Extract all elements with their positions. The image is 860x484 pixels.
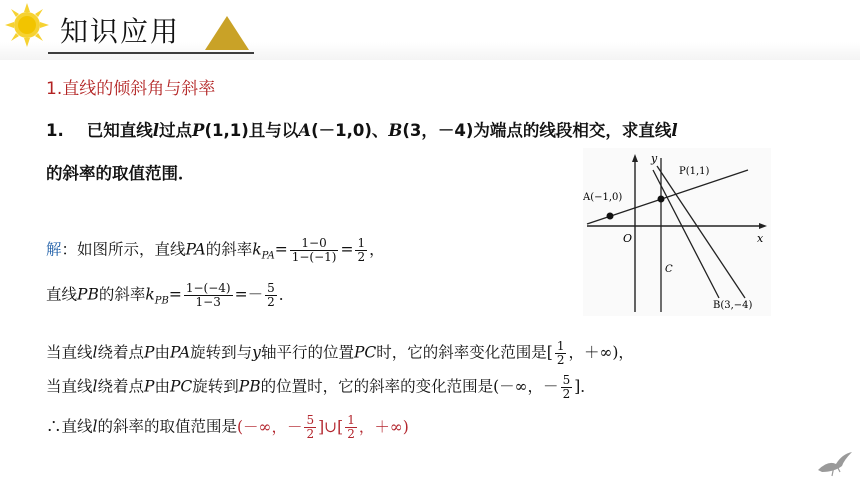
var-PA: PA (185, 240, 206, 259)
solution-text: ，＋∞)， (568, 343, 634, 362)
solution-text: 绕着点 (97, 377, 144, 396)
numerator: 1−(−4) (185, 281, 231, 295)
var-k: k (145, 285, 155, 304)
solution-text: 轴平行的位置 (260, 343, 354, 362)
var-PB: PB (77, 285, 99, 304)
fraction (184, 282, 233, 309)
fraction (555, 340, 567, 367)
answer (237, 413, 409, 441)
question-text: (1,1)且与以 (204, 121, 299, 140)
numerator: 5 (306, 413, 315, 427)
crane-decoration-icon (814, 450, 854, 478)
solution-line-2: 直线PB的斜率$k_{PB}=$ $\frac{1-(-4)}{1-3}$ =－ $\frac{5}{2}$ ． (46, 281, 295, 309)
point-A-label: A(−1,0) (583, 192, 623, 203)
page-title: 知识应用 (60, 15, 181, 48)
answer-text: ，＋∞) (358, 417, 409, 436)
var-k: k (252, 240, 262, 259)
solution-text: 的斜率的取值范围是 (97, 417, 237, 436)
sun-logo-icon (4, 2, 50, 48)
point-B-label: B(3,−4) (713, 300, 753, 311)
question-number: 1. (46, 121, 64, 140)
solution-line-1: 解：如图所示，直线PA的斜率$k_{PA}=$ $\frac{1-0}{1-(-1)}$ = $\frac{1}{2}$ ， (46, 236, 385, 264)
solution-text: ， (369, 240, 385, 259)
denominator: 2 (267, 295, 275, 309)
solution-text: ：如图所示，直线 (61, 240, 186, 259)
solution-prefix: 解 (46, 240, 62, 259)
origin-label: O (623, 232, 633, 245)
fraction (355, 237, 367, 264)
question-text: 过点 (159, 121, 193, 140)
triangle-decoration-icon (205, 16, 249, 50)
solution-text: 旋转到与 (190, 343, 253, 362)
numerator: 5 (267, 281, 275, 295)
x-label: x (757, 232, 764, 245)
solution-line-4: 当直线l绕着点P由PC旋转到PB的位置时，它的斜率的变化范围是(－∞，－ $\frac{5}{2}$ ]． (46, 373, 596, 401)
numerator: 1 (347, 413, 355, 427)
solution-conclusion: ∴直线l的斜率的取值范围是(－∞，－ $\frac{5}{2}$ ]∪[ $\frac{1}{2}$ ，＋∞) (46, 413, 409, 441)
answer-text: (－∞，－ (237, 417, 303, 436)
denominator: 2 (556, 353, 565, 367)
answer-text: ]∪[ (318, 417, 344, 436)
numerator: 1 (357, 236, 366, 250)
solution-text: 旋转到 (192, 377, 239, 396)
subscript-PB: PB (154, 295, 169, 307)
denominator: 2 (347, 427, 355, 441)
solution-text: 时，它的斜率变化范围是[ (376, 343, 553, 362)
fraction (561, 374, 573, 401)
denominator: 2 (306, 427, 315, 441)
solution-text: 由 (154, 377, 170, 396)
denominator: 1−3 (195, 295, 221, 309)
denominator: 2 (562, 387, 571, 401)
fraction (345, 414, 357, 441)
subscript-PA: PA (261, 250, 275, 262)
solution-text: ∴直线 (46, 417, 93, 436)
var-B: B (388, 121, 403, 140)
numerator: 1−0 (290, 237, 339, 251)
numerator: 5 (562, 373, 571, 387)
point-P-label: P(1,1) (679, 166, 710, 177)
question-text: 已知直线 (86, 121, 153, 140)
solution-text: 的位置时，它的斜率的变化范围是(－∞，－ (260, 377, 559, 396)
point-P-dot (658, 196, 665, 203)
coordinate-figure (583, 148, 771, 316)
solution-text: 绕着点 (97, 343, 144, 362)
solution-text: 由 (154, 343, 170, 362)
solution-text: 的斜率 (205, 240, 253, 259)
var-P: P (192, 121, 205, 140)
section-heading: 1.直线的倾斜角与斜率 (46, 79, 216, 99)
question-text: (－1,0)、 (311, 121, 389, 140)
solution-text: 的斜率 (98, 285, 146, 304)
solution-line-3: 当直线l绕着点P由PA旋转到与y轴平行的位置PC时，它的斜率变化范围是[ $\frac{1}{2}$ ，＋∞)， (46, 339, 634, 367)
question-text: (3，－4)为端点的线段相交，求直线 (402, 121, 672, 140)
question-line-2: 的斜率的取值范围． (46, 164, 195, 183)
solution-text: ． (278, 285, 295, 304)
var-l: l (671, 121, 678, 140)
question-line-1 (46, 117, 678, 141)
fraction (265, 282, 277, 309)
y-label: y (651, 152, 658, 165)
solution-text: 直线 (46, 285, 78, 304)
solution-text: 当直线 (46, 343, 93, 362)
denominator: 2 (357, 250, 366, 264)
point-A-dot (607, 213, 614, 220)
solution-text: 当直线 (46, 377, 93, 396)
fraction (304, 414, 316, 441)
denominator: 1−(−1) (291, 250, 337, 264)
solution-text: ]． (574, 377, 596, 396)
fraction (290, 237, 339, 264)
title-underline (48, 52, 254, 54)
numerator: 1 (556, 339, 565, 353)
point-C-label: C (665, 264, 673, 275)
var-A: A (298, 121, 312, 140)
var-l: l (152, 121, 160, 140)
